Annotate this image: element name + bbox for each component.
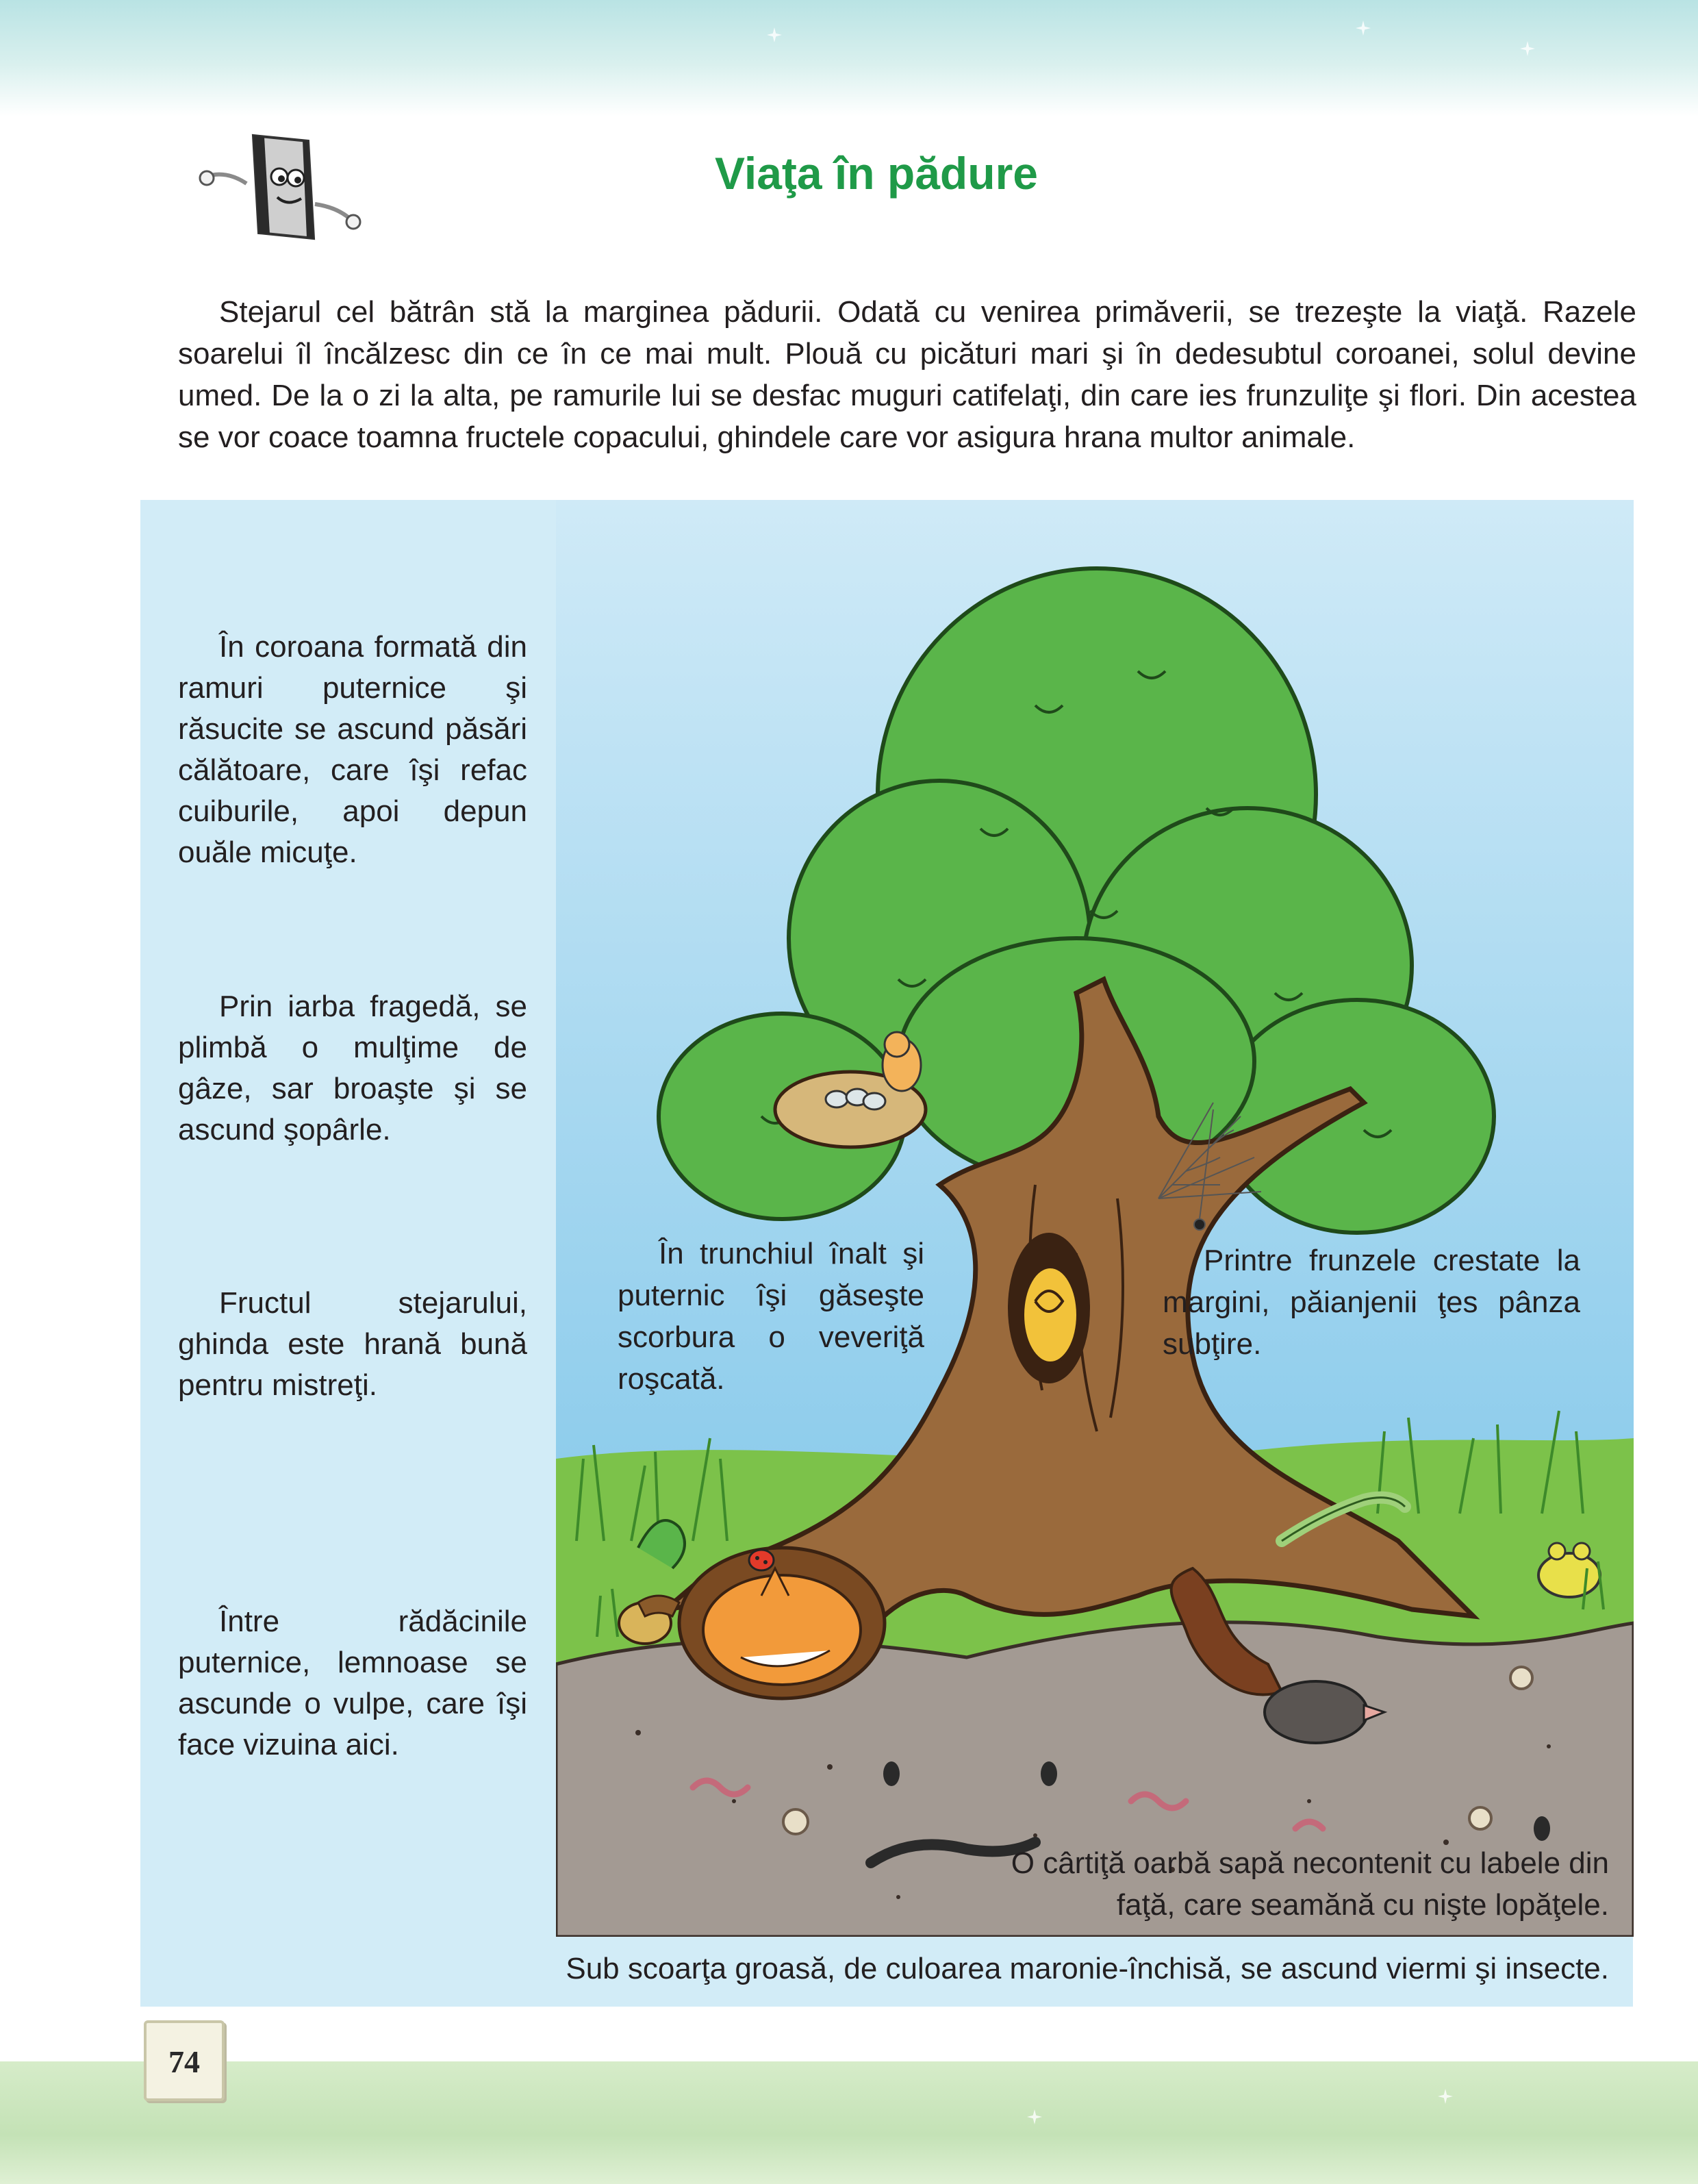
page-number-badge bbox=[144, 2020, 225, 2101]
spider-caption: Printre frunzele crestate la margini, păianjenii ţes pânza subţire. bbox=[1163, 1244, 1580, 1361]
ladybug-icon bbox=[749, 1550, 774, 1570]
fox-icon bbox=[679, 1548, 885, 1698]
sparkle-icon bbox=[767, 27, 782, 42]
mole-caption: O cârtiţă oarbă sapă necontenit cu labele din faţă, care seamănă cu nişte lopăţele. bbox=[1011, 1846, 1609, 1922]
footer-background bbox=[0, 2061, 1698, 2184]
oak-tree-illustration bbox=[556, 500, 1634, 1937]
intro-paragraph: Stejarul cel bătrân stă la marginea pădurii. Odată cu venirea primăverii, se trezeşte la viaţă. Razele soarelui îl încălzesc din ce în ce mai mult. Plouă cu picături mari şi în dedesubtul coroanei, solul devine umed. De la o zi la alta, pe ramurile lui se desfac muguri catifelaţi, din care ies frunzuliţe şi flori. Din acestea se vor coace toamna fructele copacului, ghindele care vor asigura hrana multor animale. bbox=[178, 295, 1636, 454]
acorn-text: Fructul stejarului, ghinda este hrană bună pentru mistreţi. bbox=[178, 1286, 527, 1402]
trunk-caption: În trunchiul înalt şi puternic îşi găseşte scorbura o veveriţă roşcată. bbox=[618, 1237, 924, 1396]
header-background bbox=[0, 0, 1698, 116]
squirrel-icon bbox=[1023, 1267, 1078, 1363]
film-mascot-icon bbox=[199, 129, 363, 245]
page-title: Viaţa în pădure bbox=[715, 148, 1038, 199]
page-number: 74 bbox=[168, 2044, 200, 2079]
grass-text: Prin iarba fragedă, se plimbă o mulţime de gâze, sar broaşte şi se ascund şopârle. bbox=[178, 990, 527, 1146]
sparkle-icon bbox=[1520, 41, 1535, 56]
sparkle-icon bbox=[1356, 21, 1371, 36]
insects-caption: Sub scoarţa groasă, de culoarea maronie-închisă, se ascund viermi şi insecte. bbox=[566, 1952, 1609, 1985]
roots-text: Între rădăcinile puternice, lemnoase se ascunde o vulpe, care îşi face vizuina aici. bbox=[178, 1605, 527, 1761]
sparkle-icon bbox=[1027, 2109, 1042, 2124]
sparkle-icon bbox=[1438, 2089, 1453, 2104]
crown-text: În coroana formată din ramuri puternice şi răsucite se ascund păsări călătoare, care îşi refac cuiburile, apoi depun ouăle micuţe. bbox=[178, 630, 527, 869]
